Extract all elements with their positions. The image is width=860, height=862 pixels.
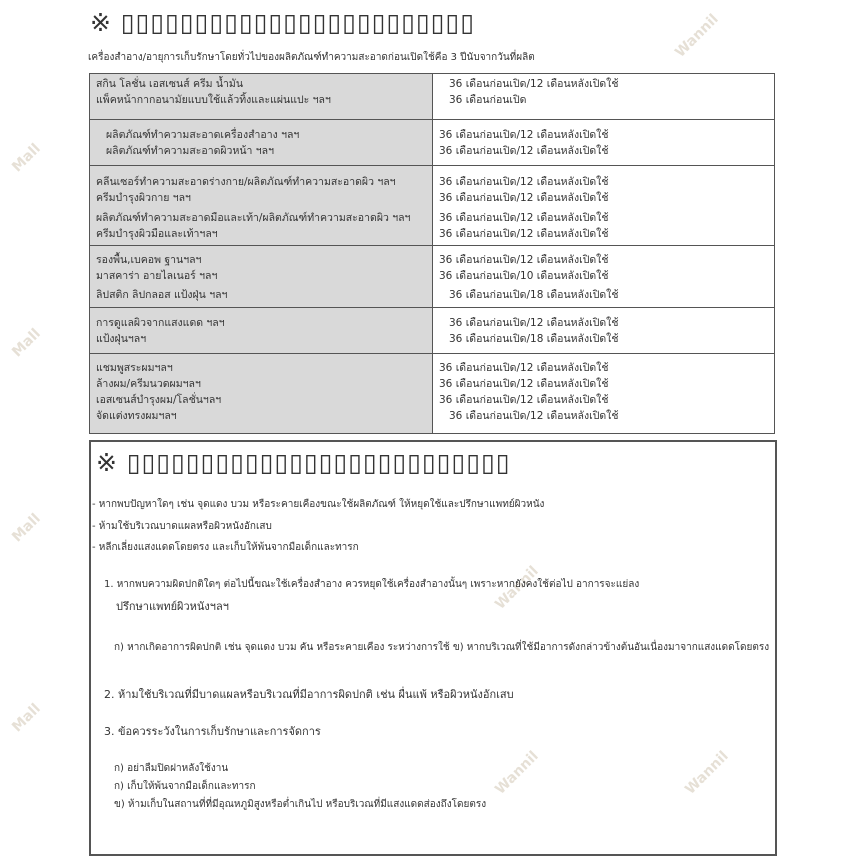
product-name: แชมพูสระผมฯลฯ: [96, 362, 173, 374]
product-cell: [90, 246, 433, 308]
shelf-life-value: 36 เดือนก่อนเปิด/12 เดือนหลังเปิดใช้: [449, 78, 619, 90]
watermark: Mall: [9, 325, 44, 361]
shelf-life-value: 36 เดือนก่อนเปิด/12 เดือนหลังเปิดใช้: [439, 228, 609, 240]
watermark: Mall: [9, 510, 44, 546]
notice-item-1: 1. หากพบความผิดปกติใดๆ ต่อไปนี้ขณะใช้เครื่องสำอาง ควรหยุดใช้เครื่องสำอางนั้นๆ เพราะหากยังคงใช้ต่อไป อาการจะแย่ลง: [104, 579, 640, 590]
product-name: คลีนเซอร์ทำความสะอาดร่างกาย/ผลิตภัณฑ์ทำความสะอาดผิว ฯลฯ: [96, 176, 396, 188]
shelf-life-cell: [433, 308, 775, 354]
shelf-life-table: [89, 73, 775, 434]
shelf-life-value: 36 เดือนก่อนเปิด/12 เดือนหลังเปิดใช้: [439, 129, 609, 141]
watermark: Wannil: [492, 748, 542, 798]
shelf-life-value: 36 เดือนก่อนเปิด/18 เดือนหลังเปิดใช้: [449, 333, 619, 345]
product-name: แป้งฝุ่นฯลฯ: [96, 333, 147, 345]
notice-item-1-cont: ปรึกษาแพทย์ผิวหนังฯลฯ: [116, 600, 229, 613]
notice-item-1-sub: ก) หากเกิดอาการผิดปกติ เช่น จุดแดง บวม คัน หรือระคายเคือง ระหว่างการใช้ ข) หากบริเวณที่ใช้มีอาการดังกล่าวข้างต้นอันเนื่องมาจากแสงแดดโดยตรง: [114, 642, 770, 653]
shelf-life-value: 36 เดือนก่อนเปิด/12 เดือนหลังเปิดใช้: [449, 317, 619, 329]
product-name: มาสคาร่า อายไลเนอร์ ฯลฯ: [96, 270, 218, 282]
notice-item-3-sub: ก) อย่าลืมปิดฝาหลังใช้งาน: [114, 763, 229, 774]
product-name: จัดแต่งทรงผมฯลฯ: [96, 410, 177, 422]
shelf-life-value: 36 เดือนก่อนเปิด/12 เดือนหลังเปิดใช้: [439, 378, 609, 390]
product-name: ผลิตภัณฑ์ทำความสะอาดมือและเท้า/ผลิตภัณฑ์ทำความสะอาดผิว ฯลฯ: [96, 212, 411, 224]
product-cell: [90, 120, 433, 166]
product-cell: [90, 166, 433, 246]
product-cell: [90, 74, 433, 120]
notice-item-3: 3. ข้อควรระวังในการเก็บรักษาและการจัดการ: [104, 725, 321, 738]
product-cell: [90, 308, 433, 354]
page-subtitle: เครื่องสำอาง/อายุการเก็บรักษาโดยทั่วไปของผลิตภัณฑ์ทำความสะอาดก่อนเปิดใช้คือ 3 ปีนับจากวันที่ผลิต: [88, 52, 535, 63]
watermark: Mall: [9, 700, 44, 736]
shelf-life-value: 36 เดือนก่อนเปิด/12 เดือนหลังเปิดใช้: [439, 192, 609, 204]
shelf-life-value: 36 เดือนก่อนเปิด/12 เดือนหลังเปิดใช้: [439, 254, 609, 266]
shelf-life-cell: [433, 166, 775, 246]
product-name: ลิปสติก ลิปกลอส แป้งฝุ่น ฯลฯ: [96, 289, 228, 301]
notice-title: ※ ▯▯▯▯▯▯▯▯▯▯▯▯▯▯▯▯▯▯▯▯▯▯▯▯▯▯: [96, 448, 511, 477]
product-name: ล้างผม/ครีมนวดผมฯลฯ: [96, 378, 201, 390]
notice-bullet: - ห้ามใช้บริเวณบาดแผลหรือผิวหนังอักเสบ: [92, 521, 272, 532]
table-row: [90, 120, 775, 166]
notice-item-3-sub: ก) เก็บให้พ้นจากมือเด็กและทารก: [114, 781, 256, 792]
table-row: [90, 74, 775, 120]
table-row: [90, 166, 775, 246]
table-row: [90, 246, 775, 308]
shelf-life-value: 36 เดือนก่อนเปิด/18 เดือนหลังเปิดใช้: [449, 289, 619, 301]
table-row: [90, 308, 775, 354]
page-title: ※ ▯▯▯▯▯▯▯▯▯▯▯▯▯▯▯▯▯▯▯▯▯▯▯▯: [90, 8, 476, 37]
product-name: สกิน โลชั่น เอสเซนส์ ครีม น้ำมัน: [96, 78, 244, 90]
shelf-life-value: 36 เดือนก่อนเปิด/12 เดือนหลังเปิดใช้: [439, 212, 609, 224]
notice-item-3-sub: ข) ห้ามเก็บในสถานที่ที่มีอุณหภูมิสูงหรือต่ำเกินไป หรือบริเวณที่มีแสงแดดส่องถึงโดยตรง: [114, 799, 487, 810]
product-name: ครีมบำรุงผิวมือและเท้าฯลฯ: [96, 228, 218, 240]
product-name: ผลิตภัณฑ์ทำความสะอาดผิวหน้า ฯลฯ: [106, 145, 275, 157]
product-name: เอสเซนส์บำรุงผม/โลชั่นฯลฯ: [96, 394, 222, 406]
watermark: Wannil: [492, 563, 542, 613]
product-name: แพ็คหน้ากากอนามัยแบบใช้แล้วทิ้งและแผ่นแปะ ฯลฯ: [96, 94, 331, 106]
shelf-life-cell: [433, 120, 775, 166]
notice-bullet: - หลีกเลี่ยงแสงแดดโดยตรง และเก็บให้พ้นจากมือเด็กและทารก: [92, 542, 359, 553]
shelf-life-value: 36 เดือนก่อนเปิด: [449, 94, 527, 106]
shelf-life-value: 36 เดือนก่อนเปิด/12 เดือนหลังเปิดใช้: [439, 394, 609, 406]
shelf-life-value: 36 เดือนก่อนเปิด/12 เดือนหลังเปิดใช้: [449, 410, 619, 422]
shelf-life-value: 36 เดือนก่อนเปิด/10 เดือนหลังเปิดใช้: [439, 270, 609, 282]
shelf-life-cell: [433, 74, 775, 120]
watermark: Wannil: [682, 748, 732, 798]
product-name: ผลิตภัณฑ์ทำความสะอาดเครื่องสำอาง ฯลฯ: [106, 129, 300, 141]
product-cell: [90, 354, 433, 434]
table-row: [90, 354, 775, 434]
product-name: การดูแลผิวจากแสงแดด ฯลฯ: [96, 317, 225, 329]
notice-item-2: 2. ห้ามใช้บริเวณที่มีบาดแผลหรือบริเวณที่มีอาการผิดปกติ เช่น ผื่นแพ้ หรือผิวหนังอักเสบ: [104, 688, 514, 701]
shelf-life-value: 36 เดือนก่อนเปิด/12 เดือนหลังเปิดใช้: [439, 176, 609, 188]
shelf-life-value: 36 เดือนก่อนเปิด/12 เดือนหลังเปิดใช้: [439, 362, 609, 374]
watermark: Mall: [9, 140, 44, 176]
shelf-life-value: 36 เดือนก่อนเปิด/12 เดือนหลังเปิดใช้: [439, 145, 609, 157]
product-name: ครีมบำรุงผิวกาย ฯลฯ: [96, 192, 191, 204]
product-name: รองพื้น,เบคอพ ฐานฯลฯ: [96, 254, 202, 266]
notice-bullet: - หากพบปัญหาใดๆ เช่น จุดแดง บวม หรือระคายเคืองขณะใช้ผลิตภัณฑ์ ให้หยุดใช้และปรึกษาแพทย์ผิวหนัง: [92, 499, 545, 510]
shelf-life-cell: [433, 246, 775, 308]
shelf-life-cell: [433, 354, 775, 434]
watermark: Wannil: [672, 11, 722, 61]
